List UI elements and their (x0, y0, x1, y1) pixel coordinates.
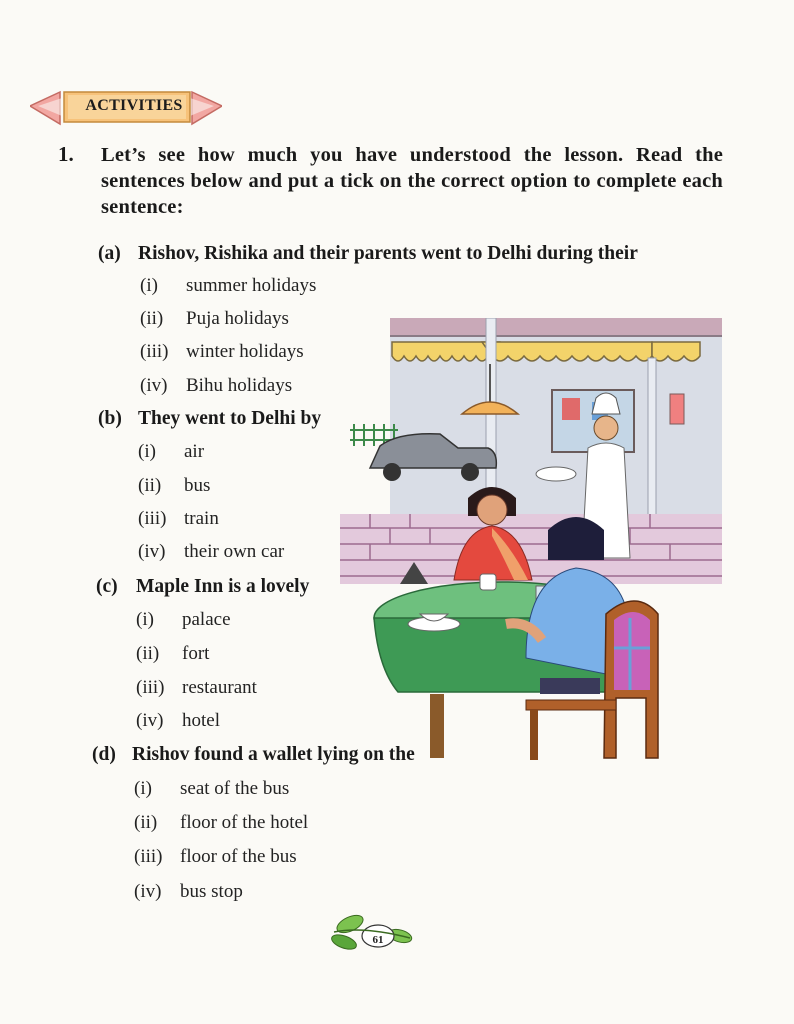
item-text: Maple Inn is a lovely (136, 576, 310, 597)
item-a (98, 243, 638, 265)
restaurant-illustration (330, 318, 722, 770)
leaf-ornament-icon (330, 908, 414, 954)
option-a-ii[interactable]: (ii) Puja holidays (140, 308, 289, 329)
option-b-iii[interactable]: (iii) train (138, 508, 219, 529)
option-c-i[interactable]: (i) palace (136, 609, 231, 630)
option-a-i[interactable]: (i) summer holidays (140, 275, 317, 296)
option-d-iv[interactable]: (iv) bus stop (134, 881, 243, 902)
option-c-iii[interactable]: (iii) restaurant (136, 677, 257, 698)
item-label: (b) (98, 408, 122, 429)
question-instructions: Let’s see how much you have understood the lesson. Read the sentences below and put a tick on the correct option to complete each sentence: (101, 144, 723, 218)
option-d-iii[interactable]: (iii) floor of the bus (134, 846, 297, 867)
option-b-i[interactable]: (i) air (138, 441, 205, 462)
item-label: (a) (98, 243, 121, 264)
option-c-iv[interactable]: (iv) hotel (136, 710, 220, 731)
activities-heading: ACTIVITIES (85, 97, 183, 114)
item-text: Rishov found a wallet lying on the (132, 744, 415, 765)
option-d-ii[interactable]: (ii) floor of the hotel (134, 812, 309, 833)
item-text: Rishov, Rishika and their parents went to Delhi during their (138, 243, 638, 264)
page-number: 61 (372, 934, 384, 946)
option-a-iii[interactable]: (iii) winter holidays (140, 341, 304, 362)
option-d-i[interactable]: (i) seat of the bus (134, 778, 290, 799)
question-number: 1. (58, 142, 74, 166)
item-c (96, 576, 309, 598)
item-b (98, 408, 321, 430)
option-a-iv[interactable]: (iv) Bihu holidays (140, 375, 293, 396)
item-label: (d) (92, 744, 116, 765)
item-label: (c) (96, 576, 118, 597)
option-c-ii[interactable]: (ii) fort (136, 643, 210, 664)
option-b-ii[interactable]: (ii) bus (138, 475, 211, 496)
item-text: They went to Delhi by (138, 408, 322, 429)
option-b-iv[interactable]: (iv) their own car (138, 541, 285, 562)
